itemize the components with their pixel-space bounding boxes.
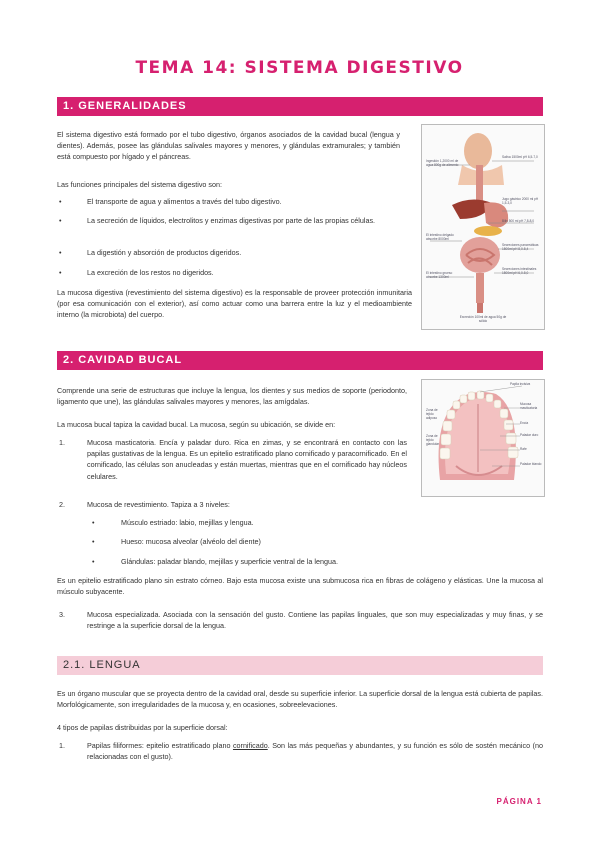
list-number: 3.	[59, 610, 65, 619]
page-number: PÁGINA 1	[496, 797, 542, 806]
list-item: La secreción de líquidos, electrolitos y enzimas digestivas por parte de las propias células.	[87, 216, 376, 225]
list-item-text: . Son las más pequeñas y abundantes, y su función es sólo de sostén mecánico (no relacionadas con el gusto).	[87, 741, 543, 762]
figure-label: El intestino grueso absorbe 1300ml	[426, 271, 453, 279]
figure-label: Secreciones pancreáticas 1500ml pH 8,0-8,4	[502, 243, 539, 251]
figure-label: El intestino delgado absorbe 8000ml	[426, 233, 454, 241]
figure-label: Zona de tejido glandular	[426, 434, 440, 446]
bullet: •	[59, 197, 62, 206]
list-item: La excreción de los restos no digeridos.	[87, 268, 214, 277]
list-item-lead: Mucosa masticatoria.	[87, 438, 157, 447]
bullet: •	[59, 248, 62, 257]
list-item	[87, 437, 407, 482]
figure-label: Zona de tejido adiposo	[426, 408, 438, 420]
bullet: •	[59, 268, 62, 277]
section-heading-lengua: 2.1. LENGUA	[57, 656, 543, 675]
paragraph: El sistema digestivo está formado por el tubo digestivo, órganos asociados de la cavidad bucal (lengua y dientes). Además, posee las glándulas salivales mayores y menores, y glándulas extramurales; y también está compuesto por hígado y el páncreas.	[57, 130, 400, 162]
figure-label: Jugo gástrico 2000 ml pH 1,5-3,0	[502, 197, 539, 205]
paragraph: Es un epitelio estratificado plano sin estrato córneo. Bajo esta mucosa existe una submucosa rica en fibras de colágeno y elásticas. Une la mucosa al músculo subyacente.	[57, 576, 543, 597]
sub-list-item: Músculo estriado: labio, mejillas y lengua.	[121, 518, 254, 527]
paragraph: Es un órgano muscular que se proyecta dentro de la cavidad oral, desde su superficie inferior. La superficie dorsal de la lengua está cubierta de papilas. Morfológicamente, son irregularidades de la mucosa y, en ocasiones, sobreelevaciones.	[57, 689, 543, 710]
figure-label: Paladar duro	[520, 433, 539, 437]
list-item	[87, 740, 543, 762]
bullet: •	[92, 537, 95, 546]
figure-label: Papila incisiva	[510, 382, 531, 386]
paragraph: La mucosa bucal tapiza la cavidad bucal. La mucosa, según su ubicación, se divide en:	[57, 420, 336, 429]
figure-label: Bilis 500 ml pH 7,8-8,0	[502, 219, 535, 223]
list-item: Mucosa especializada. Asociada con la sensación del gusto. Contiene las papilas linguales, que son muy especializadas y muy finas, y se restringe a la superficie dorsal de la lengua.	[87, 610, 543, 631]
list-item: La digestión y absorción de productos digeridos.	[87, 248, 242, 257]
list-number: 1.	[59, 741, 65, 750]
bullet: •	[92, 518, 95, 527]
paragraph: Comprende una serie de estructuras que incluye la lengua, los dientes y sus medios de soporte (periodonto, ligamento que une), las glándulas salivales mayores y menores, las amígdalas.	[57, 386, 407, 407]
bullet: •	[59, 216, 62, 225]
figure-label: Rafe	[520, 447, 527, 451]
palate-figure	[421, 379, 545, 497]
figure-label: Mucosa masticatoria	[520, 402, 538, 410]
bullet: •	[92, 557, 95, 566]
figure-label: Ingestión 1,2000 ml de agua 800g de alimento	[426, 159, 459, 167]
section-heading-generalidades: 1. GENERALIDADES	[57, 97, 543, 116]
list-item: El transporte de agua y alimentos a través del tubo digestivo.	[87, 197, 282, 206]
paragraph: La mucosa digestiva (revestimiento del sistema digestivo) es la responsable de proveer protección inmunitaria (por esa comunicación con el exterior), así como actuar como una barrera entre la luz y el medioambiente interno (la microbiota) del cuerpo.	[57, 288, 412, 320]
sub-list-item: Glándulas: paladar blando, mejillas y superficie ventral de la lengua.	[121, 557, 338, 566]
section-heading-cavidad-bucal: 2. CAVIDAD BUCAL	[57, 351, 543, 370]
figure-label: Excreción 100ml de agua 50g de sólido	[459, 315, 507, 323]
digestive-system-figure	[421, 124, 545, 330]
figure-label: Encía	[520, 421, 529, 425]
underlined-term: cornificado	[232, 741, 268, 750]
sub-list-item: Hueso: mucosa alveolar (alvéolo del diente)	[121, 537, 261, 546]
list-number: 2.	[59, 500, 65, 509]
list-item: Mucosa de revestimiento. Tapiza a 3 niveles:	[87, 500, 230, 509]
list-item-text: Papilas filiformes: epitelio estratificado plano	[87, 741, 233, 750]
figure-label: Secreciones intestinales 1500ml pH 6,0-8,0	[502, 267, 537, 275]
paragraph: 4 tipos de papilas distribuidas por la superficie dorsal:	[57, 723, 228, 732]
list-item-text: Encía y paladar duro. Rica en zimas, y se encontrará en contacto con las papilas gustativas de la lengua. Es un epitelio estratificado plano cornificado y paracornificado. En el cornificado, las células son anucleadas y están muertas, mientras que en el cornificado hay núcleos celulares.	[87, 438, 408, 481]
paragraph: Las funciones principales del sistema digestivo son:	[57, 180, 223, 189]
list-number: 1.	[59, 438, 65, 447]
figure-label: Saliva 1500ml pH 6,5-7,0	[502, 155, 538, 159]
page-title: TEMA 14: SISTEMA DIGESTIVO	[135, 58, 464, 78]
figure-label: Paladar blando	[520, 462, 542, 466]
